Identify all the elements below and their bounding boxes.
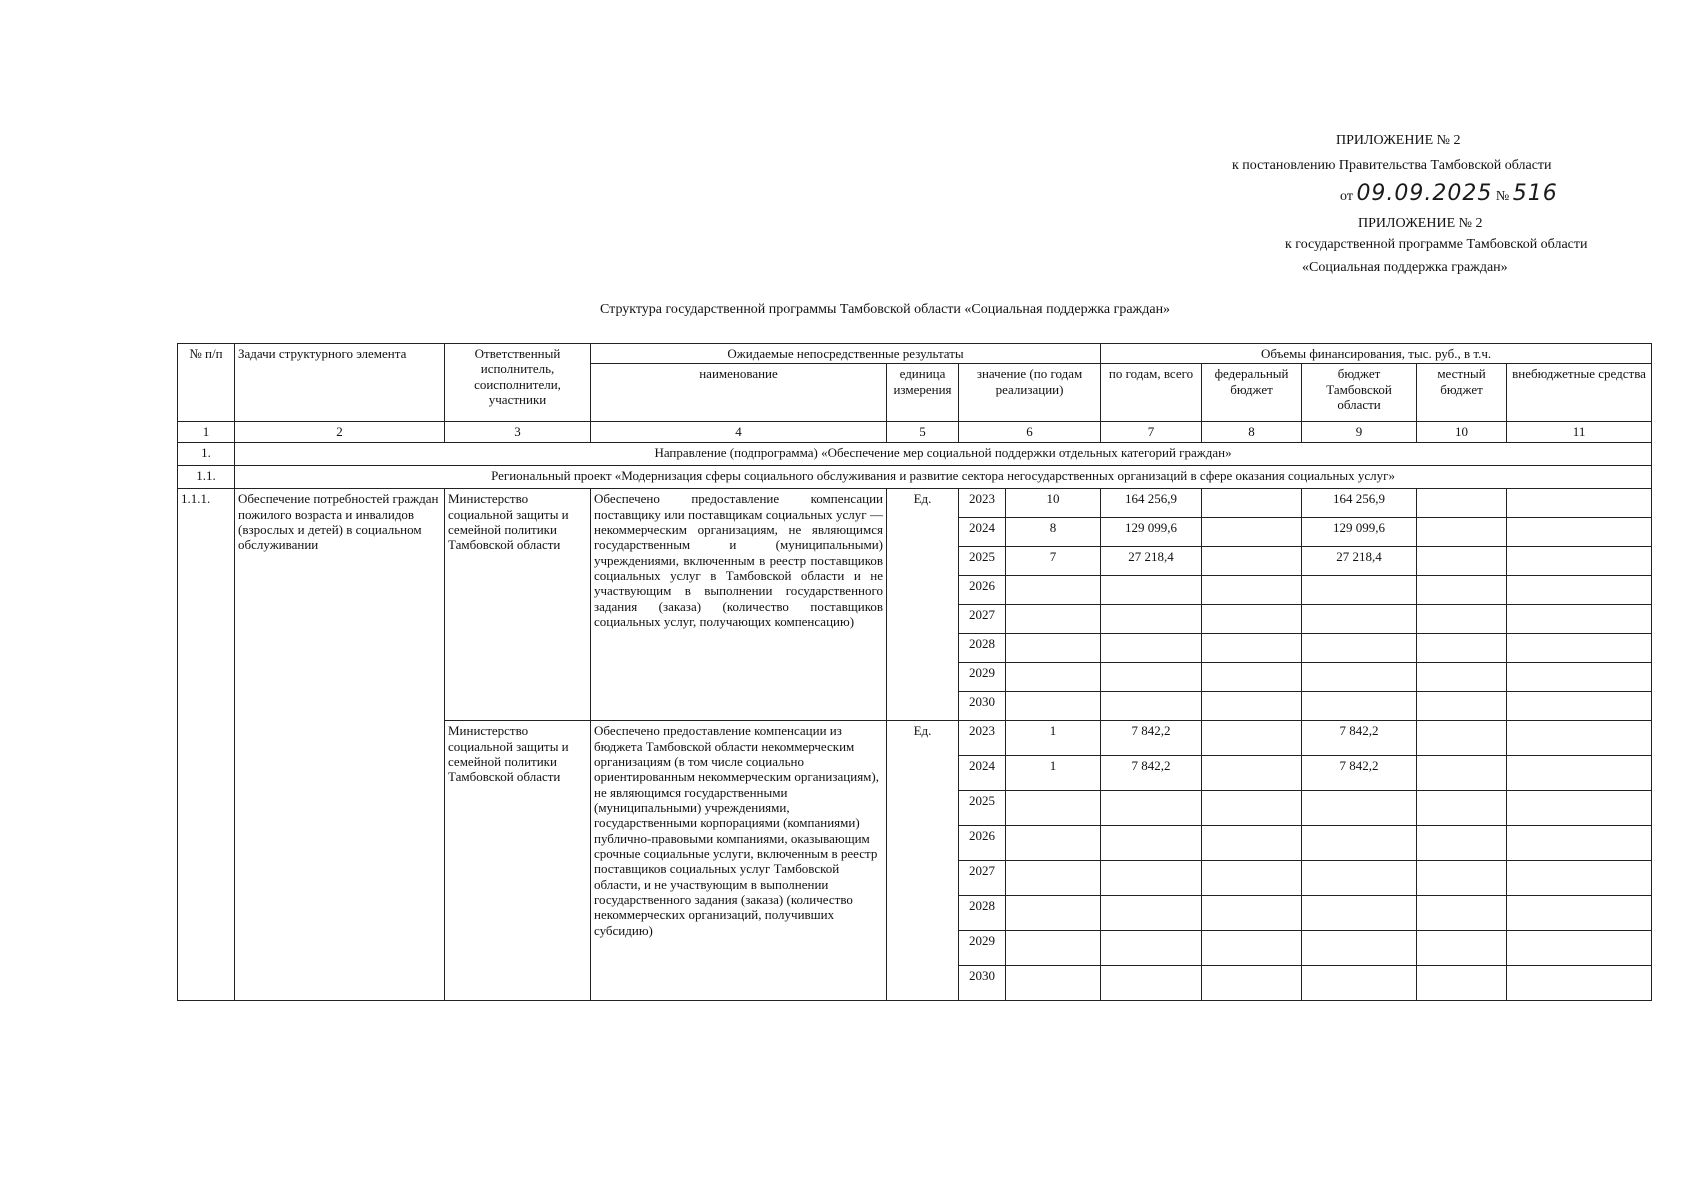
federal-cell (1202, 861, 1302, 896)
value-cell (1006, 791, 1101, 826)
local-cell (1417, 547, 1507, 576)
regional-cell (1302, 861, 1417, 896)
regional-cell (1302, 966, 1417, 1001)
total-cell: 7 842,2 (1101, 756, 1202, 791)
regional-cell: 27 218,4 (1302, 547, 1417, 576)
header-result-name: наименование (591, 364, 887, 422)
regional-cell: 7 842,2 (1302, 721, 1417, 756)
regional-cell (1302, 663, 1417, 692)
value-cell (1006, 931, 1101, 966)
year-cell: 2027 (959, 605, 1006, 634)
item-executor: Министерство социальной защиты и семейной политики Тамбовской области (445, 489, 591, 721)
extra-cell (1507, 931, 1652, 966)
column-number: 2 (235, 422, 445, 443)
regional-cell (1302, 634, 1417, 663)
item-task: Обеспечение потребностей граждан пожилого возраста и инвалидов (взрослых и детей) в социальном обслуживании (235, 489, 445, 1001)
federal-cell (1202, 518, 1302, 547)
header-regional: бюджет Тамбовской области (1302, 364, 1417, 422)
extra-cell (1507, 634, 1652, 663)
local-cell (1417, 663, 1507, 692)
value-cell (1006, 966, 1101, 1001)
table-header-row-1 (178, 344, 1652, 364)
local-cell (1417, 861, 1507, 896)
item-unit: Ед. (887, 721, 959, 1001)
regional-cell (1302, 896, 1417, 931)
appendix2-reference: к государственной программе Тамбовской области (1285, 237, 1588, 252)
column-number: 5 (887, 422, 959, 443)
header-tasks: Задачи структурного элемента (235, 344, 445, 422)
value-cell: 1 (1006, 721, 1101, 756)
extra-cell (1507, 576, 1652, 605)
total-cell (1101, 931, 1202, 966)
federal-cell (1202, 634, 1302, 663)
appendix1-date-line (1340, 181, 1558, 206)
local-cell (1417, 791, 1507, 826)
federal-cell (1202, 896, 1302, 931)
column-number: 3 (445, 422, 591, 443)
item-num: 1.1.1. (178, 489, 235, 1001)
federal-cell (1202, 576, 1302, 605)
value-cell (1006, 576, 1101, 605)
extra-cell (1507, 547, 1652, 576)
local-cell (1417, 721, 1507, 756)
value-cell (1006, 692, 1101, 721)
section-title: Региональный проект «Модернизация сферы социального обслуживания и развитие сектора негосударственных организаций в сфере оказания социальных услуг» (235, 466, 1652, 489)
document-title: Структура государственной программы Тамбовской области «Социальная поддержка граждан» (600, 302, 1171, 317)
column-number: 11 (1507, 422, 1652, 443)
section-row-project (178, 466, 1652, 489)
federal-cell (1202, 547, 1302, 576)
year-cell: 2029 (959, 663, 1006, 692)
local-cell (1417, 756, 1507, 791)
local-cell (1417, 896, 1507, 931)
appendix2-title: ПРИЛОЖЕНИЕ № 2 (1358, 216, 1483, 231)
value-cell: 1 (1006, 756, 1101, 791)
extra-cell (1507, 721, 1652, 756)
extra-cell (1507, 605, 1652, 634)
extra-cell (1507, 692, 1652, 721)
value-cell: 7 (1006, 547, 1101, 576)
header-total: по годам, всего (1101, 364, 1202, 422)
local-cell (1417, 931, 1507, 966)
total-cell (1101, 896, 1202, 931)
year-cell: 2023 (959, 721, 1006, 756)
item-result-name: Обеспечено предоставление компенсации поставщику или поставщикам социальных услуг — некоммерческим организациям, не являющимся государственным и (муниципальными) учреждениями, включенным в реестр поставщиков социальных услуг в Тамбовской области и не участвующим в выполнении государственного задания (заказа) (количество поставщиков социальных услуг, получающих компенсацию) (591, 489, 887, 721)
extra-cell (1507, 756, 1652, 791)
year-cell: 2026 (959, 576, 1006, 605)
program-structure-table (177, 343, 1652, 1001)
value-cell (1006, 605, 1101, 634)
total-cell (1101, 791, 1202, 826)
local-cell (1417, 826, 1507, 861)
total-cell (1101, 826, 1202, 861)
year-cell: 2027 (959, 861, 1006, 896)
header-federal: федеральный бюджет (1202, 364, 1302, 422)
extra-cell (1507, 896, 1652, 931)
column-number: 8 (1202, 422, 1302, 443)
item-executor: Министерство социальной защиты и семейной политики Тамбовской области (445, 721, 591, 1001)
total-cell (1101, 605, 1202, 634)
local-cell (1417, 605, 1507, 634)
column-number-row (178, 422, 1652, 443)
extra-cell (1507, 791, 1652, 826)
local-cell (1417, 576, 1507, 605)
total-cell (1101, 861, 1202, 896)
value-cell (1006, 826, 1101, 861)
total-cell: 129 099,6 (1101, 518, 1202, 547)
regional-cell: 7 842,2 (1302, 756, 1417, 791)
regional-cell (1302, 791, 1417, 826)
local-cell (1417, 634, 1507, 663)
section-num: 1.1. (178, 466, 235, 489)
appendix1-title: ПРИЛОЖЕНИЕ № 2 (1336, 133, 1461, 148)
federal-cell (1202, 931, 1302, 966)
year-cell: 2025 (959, 791, 1006, 826)
value-cell (1006, 861, 1101, 896)
regional-cell: 129 099,6 (1302, 518, 1417, 547)
header-unit: единица измерения (887, 364, 959, 422)
extra-cell (1507, 966, 1652, 1001)
extra-cell (1507, 663, 1652, 692)
year-cell: 2024 (959, 518, 1006, 547)
column-number: 10 (1417, 422, 1507, 443)
total-cell (1101, 576, 1202, 605)
value-cell (1006, 663, 1101, 692)
item-result-name: Обеспечено предоставление компенсации из бюджета Тамбовской области некоммерческим организациям (в том числе социально ориентированным некоммерческим организациям), не являющимся государственными (муниципальными) учреждениями, государственными корпорациями (компаниями) публично-правовыми компаниями, оказывающим срочные социальные услуги, включенным в реестр поставщиков социальных услуг Тамбовской области, и не участвующим в выполнении государственного задания (заказа) (количество некоммерческих организаций, получивших субсидию) (591, 721, 887, 1001)
year-cell: 2026 (959, 826, 1006, 861)
section-num: 1. (178, 443, 235, 466)
number-sign: № (1495, 189, 1510, 204)
year-cell: 2028 (959, 896, 1006, 931)
section-title: Направление (подпрограмма) «Обеспечение мер социальной поддержки отдельных категорий граждан» (235, 443, 1652, 466)
year-cell: 2029 (959, 931, 1006, 966)
header-results-group: Ожидаемые непосредственные результаты (591, 344, 1101, 364)
regional-cell: 164 256,9 (1302, 489, 1417, 518)
local-cell (1417, 518, 1507, 547)
federal-cell (1202, 756, 1302, 791)
local-cell (1417, 966, 1507, 1001)
column-number: 9 (1302, 422, 1417, 443)
regional-cell (1302, 931, 1417, 966)
federal-cell (1202, 721, 1302, 756)
federal-cell (1202, 489, 1302, 518)
regional-cell (1302, 826, 1417, 861)
column-number: 4 (591, 422, 887, 443)
column-number: 7 (1101, 422, 1202, 443)
value-cell: 8 (1006, 518, 1101, 547)
extra-cell (1507, 826, 1652, 861)
header-value: значение (по годам реализации) (959, 364, 1101, 422)
year-cell: 2025 (959, 547, 1006, 576)
appendix2-program: «Социальная поддержка граждан» (1302, 260, 1508, 275)
extra-cell (1507, 861, 1652, 896)
section-row-direction (178, 443, 1652, 466)
header-executor: Ответственный исполнитель, соисполнители, участники (445, 344, 591, 422)
federal-cell (1202, 605, 1302, 634)
local-cell (1417, 692, 1507, 721)
federal-cell (1202, 663, 1302, 692)
handwritten-date: 09.09.2025 (1356, 181, 1493, 206)
federal-cell (1202, 826, 1302, 861)
total-cell (1101, 966, 1202, 1001)
value-cell (1006, 634, 1101, 663)
item-unit: Ед. (887, 489, 959, 721)
year-cell: 2030 (959, 966, 1006, 1001)
year-cell: 2030 (959, 692, 1006, 721)
federal-cell (1202, 692, 1302, 721)
column-number: 1 (178, 422, 235, 443)
total-cell (1101, 663, 1202, 692)
total-cell (1101, 692, 1202, 721)
regional-cell (1302, 605, 1417, 634)
year-cell: 2028 (959, 634, 1006, 663)
regional-cell (1302, 576, 1417, 605)
total-cell: 7 842,2 (1101, 721, 1202, 756)
total-cell: 164 256,9 (1101, 489, 1202, 518)
federal-cell (1202, 791, 1302, 826)
appendix1-reference: к постановлению Правительства Тамбовской области (1232, 158, 1552, 173)
federal-cell (1202, 966, 1302, 1001)
column-number: 6 (959, 422, 1101, 443)
header-finance-group: Объемы финансирования, тыс. руб., в т.ч. (1101, 344, 1652, 364)
date-prefix: от (1340, 189, 1353, 204)
value-cell (1006, 896, 1101, 931)
total-cell: 27 218,4 (1101, 547, 1202, 576)
extra-cell (1507, 489, 1652, 518)
regional-cell (1302, 692, 1417, 721)
header-extra: внебюджетные средства (1507, 364, 1652, 422)
extra-cell (1507, 518, 1652, 547)
table-row (178, 489, 1652, 518)
year-cell: 2023 (959, 489, 1006, 518)
handwritten-number: 516 (1512, 181, 1558, 206)
total-cell (1101, 634, 1202, 663)
header-num: № п/п (178, 344, 235, 422)
local-cell (1417, 489, 1507, 518)
year-cell: 2024 (959, 756, 1006, 791)
header-local: местный бюджет (1417, 364, 1507, 422)
value-cell: 10 (1006, 489, 1101, 518)
